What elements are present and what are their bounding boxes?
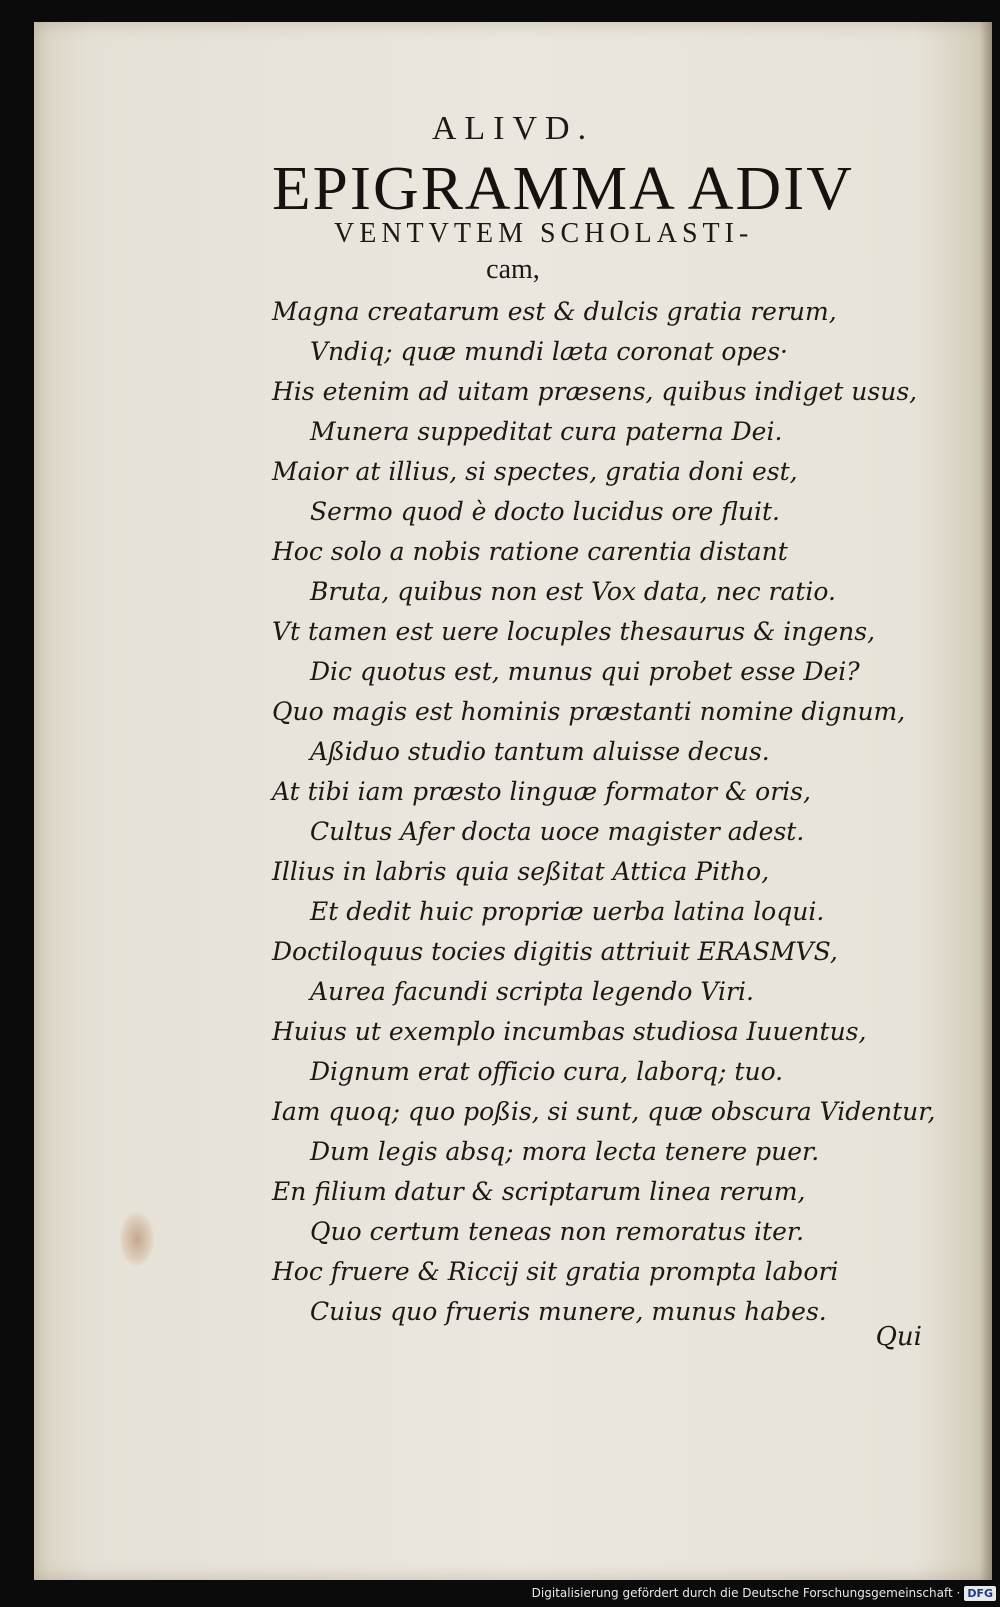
verse-line: Cuius quo frueris munere, munus habes.: [310, 1297, 827, 1326]
verse-line: Dignum erat officio cura, laborq; tuo.: [310, 1057, 784, 1086]
page-stain: [120, 1212, 154, 1266]
epigram-title-line2: VENTVTEM SCHOLASTI-: [334, 218, 754, 249]
aliud-heading: ALIVD.: [431, 110, 595, 147]
verse-line: Hoc fruere & Riccij sit gratia prompta labori: [272, 1257, 839, 1286]
verse-line: Bruta, quibus non est Vox data, nec ratio.: [310, 577, 836, 606]
verse-line: Et dedit huic propriæ uerba latina loqui.: [310, 897, 825, 926]
verse-line: Aßiduo studio tantum aluisse decus.: [310, 737, 770, 766]
verse-line: Dic quotus est, munus qui probet esse Dei?: [310, 657, 860, 686]
verse-line: Huius ut exemplo incumbas studiosa Iuuentus,: [272, 1017, 867, 1046]
verse-line: Munera suppeditat cura paterna Dei.: [310, 417, 783, 446]
epigram-title-line3: cam,: [486, 254, 540, 285]
dfg-logo-icon: DFG: [964, 1586, 996, 1601]
verse-line: Illius in labris quia seßitat Attica Pitho,: [272, 857, 770, 886]
verse-line: Iam quoq; quo poßis, si sunt, quæ obscura Videntur,: [272, 1097, 936, 1126]
verse-line: Doctiloquus tocies digitis attriuit ERASMVS,: [272, 937, 838, 966]
verse-line: Quo magis est hominis præstanti nomine dignum,: [272, 697, 906, 726]
footer-credit: Digitalisierung gefördert durch die Deutsche Forschungsgemeinschaft ·: [531, 1586, 961, 1600]
verse-line: Quo certum teneas non remoratus iter.: [310, 1217, 805, 1246]
verse-line: Dum legis absq; mora lecta tenere puer.: [310, 1137, 820, 1166]
verse-line: Hoc solo a nobis ratione carentia distant: [272, 537, 788, 566]
verse-line: Cultus Afer docta uoce magister adest.: [310, 817, 805, 846]
verse-line: Vndiq; quæ mundi læta coronat opes·: [310, 337, 789, 366]
digitization-footer: [532, 1581, 996, 1605]
verse-line: En filium datur & scriptarum linea rerum,: [272, 1177, 806, 1206]
book-page: [34, 22, 992, 1580]
catchword: Qui: [875, 1322, 922, 1352]
verse-line: Magna creatarum est & dulcis gratia rerum,: [272, 297, 837, 326]
verse-line: Maior at illius, si spectes, gratia doni est,: [272, 457, 798, 486]
verse-line: Vt tamen est uere locuples thesaurus & ingens,: [272, 617, 876, 646]
verse-line: At tibi iam præsto linguæ formator & oris,: [272, 777, 811, 806]
verse-block: [272, 292, 972, 1332]
epigram-title-line1: EPIGRAMMA ADIV: [272, 155, 854, 223]
verse-line: Aurea facundi scripta legendo Viri.: [310, 977, 754, 1006]
verse-line: His etenim ad uitam præsens, quibus indiget usus,: [272, 377, 918, 406]
verse-line: Sermo quod è docto lucidus ore fluit.: [310, 497, 781, 526]
